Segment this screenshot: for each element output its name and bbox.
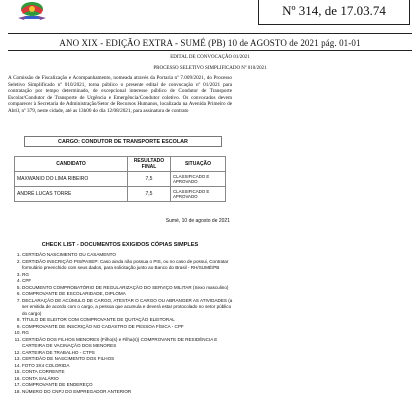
list-item: 11. CERTIDÃO DOS FILHOS MENORES (Filho(s) e Filha(s)) COMPROVANTE DE RESIDÊNCIA E CARTEIRA DE VACINAÇÃO DOS MENORES — [22, 337, 236, 350]
checklist-title: CHECK LIST - DOCUMENTOS EXIGIDOS CÓPIAS SIMPLES — [41, 242, 199, 248]
results-document — [6, 122, 234, 420]
date-line: Sumé, 10 de agosto de 2021 — [165, 218, 230, 224]
list-item: 1. CERTIDÃO NASCIMENTO OU CASAMENTO — [22, 252, 236, 259]
list-item: 9. COMPROVANTE DE INSCRIÇÃO NO CADASTRO DE PESSOA FÍSICA - CPF — [22, 324, 236, 331]
header-rule-bottom — [8, 50, 412, 51]
table-row — [15, 172, 226, 187]
cargo-heading: CARGO: CONDUTOR DE TRANSPORTE ESCOLAR — [24, 136, 222, 147]
edital-body: A Comissão de Fiscalização e Acompanhamento, nomeada através da Portaria nº 7.009/2021, do Processo Seletivo Simplificado nº 010/2021, torna público o presente edital de convocação nº 01/2021 para contratação por tempo determinado, de excepcional interesse público de Condutor de Transporte Escolar/Condutor de Transporte de Urgência e Emergência/Condutor coletivo. Os convocados devem comparecer à Secretaria de Administração/Setor de Recursos Humanos, localizada na Avenida Primeiro de Abril, nº 379, neste cidade, até as 13h00 do dia 12/08/2021, para assinatura de contrato — [8, 75, 232, 114]
header-rule-top — [8, 33, 412, 34]
checklist — [12, 252, 236, 395]
list-item: 2. CERTIDÃO INSCRIÇÃO PIS/PASEP: Caso ainda não possua o PIS, ou no caso de possui, Contratar formulário preenchido com seus dados, para solicitação junto ao Banco do Brasil - RH/SUMÉ/PB — [22, 259, 236, 272]
results-table — [14, 156, 226, 202]
list-item: 6. COMPROVANTE DE ESCOLARIDADE, DIPLOMA — [22, 291, 236, 298]
list-item: 17. COMPROVANTE DE ENDEREÇO — [22, 382, 236, 389]
column-header-result: RESULTADO FINAL — [128, 157, 171, 172]
table-row — [15, 187, 226, 202]
final-result: 7,5 — [128, 187, 171, 202]
law-reference: Nº 314, de 17.03.74 — [282, 3, 386, 18]
list-item: 3. RG — [22, 272, 236, 279]
list-item: 18. NÚMERO DO CNPJ DO EMPREGADOR ANTERIOR — [22, 389, 236, 396]
list-item: 15. CONTA CORRENTE — [22, 369, 236, 376]
list-item: 5. DOCUMENTO COMPROBATÓRIO DE REGULARIZAÇÃO DO SERVIÇO MILITAR (Sexo masculino) — [22, 285, 236, 292]
column-header-candidate: CANDIDATO — [15, 157, 128, 172]
list-item: 10. RG — [22, 330, 236, 337]
table-header-row — [15, 157, 226, 172]
process-title: PROCESSO SELETIVO SIMPLIFICADO Nº 010/2021 — [153, 66, 267, 71]
list-item: 12. CARTEIRA DE TRABALHO - CTPS — [22, 350, 236, 357]
law-reference-box — [258, 0, 410, 25]
list-item: 7. DECLARAÇÃO DE ACÚMULO DE CARGO, ATESTAR O CARGO OU ABRANGER AS ATIVIDADES (a ser emitida de acordo com o cargo, a pessoa que acumula e deverá estar protocolado no setor público do cargo) — [22, 298, 236, 318]
column-header-status: SITUAÇÃO — [171, 157, 226, 172]
candidate-name: MAXWANIO DO LIMA RIBEIRO — [15, 172, 128, 187]
municipal-coat-of-arms-icon — [12, 0, 52, 22]
list-item: 16. CONTA SALÁRIO — [22, 376, 236, 383]
list-item: 8. TÍTULO DE ELEITOR COM COMPROVANTE DE QUITAÇÃO ELEITORAL — [22, 317, 236, 324]
status: CLASSIFICADO E APROVADO — [171, 172, 226, 187]
candidate-name: ANDRÉ LUCAS TORRE — [15, 187, 128, 202]
edital-title: EDITAL DE CONVOCAÇÃO 01/2021 — [170, 55, 250, 60]
status: CLASSIFICADO E APROVADO — [171, 187, 226, 202]
list-item: 14. FOTO 3X4 COLORIDA — [22, 363, 236, 370]
list-item: 4. CPF — [22, 278, 236, 285]
list-item: 13. CERTIDÃO DE NASCIMENTO DOS FILHOS — [22, 356, 236, 363]
final-result: 7,5 — [128, 172, 171, 187]
edition-line: ANO XIX - EDIÇÃO EXTRA - SUMÉ (PB) 10 de AGOSTO de 2021 pág. 01-01 — [59, 38, 361, 48]
